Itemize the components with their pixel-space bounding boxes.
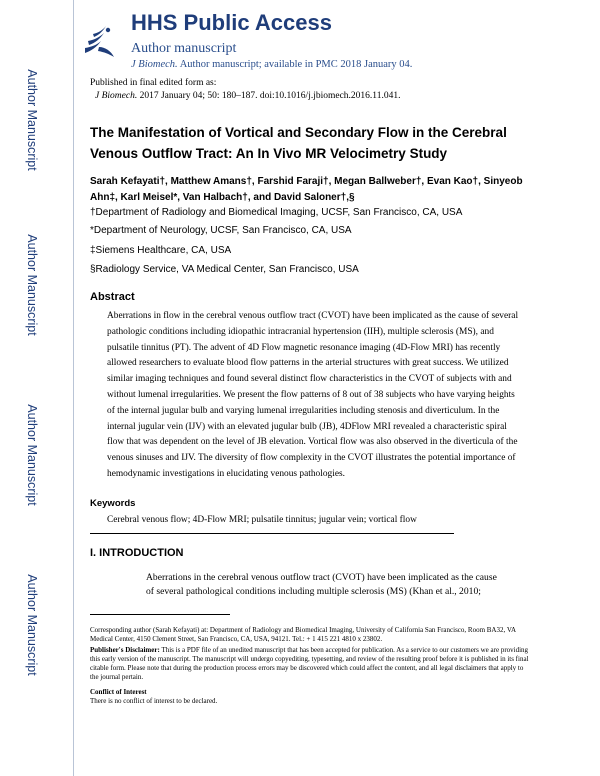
introduction-line: of several pathological conditions including multiple sclerosis (MS) (Khan et al., 2010; (146, 586, 481, 597)
paper-title: The Manifestation of Vortical and Secondary Flow in the Cerebral Venous Outflow Tract: An In Vivo MR Velocimetry Study (90, 125, 507, 161)
availability-text: Author manuscript; available in PMC 2018 January 04. (179, 59, 413, 70)
sidebar-label: Author Manuscript (25, 234, 39, 336)
corresponding-author-note: Corresponding author (Sarah Kefayati) at: Department of Radiology and Biomedical Imaging, University of California San Francisco, Room BA32, VA Medical Center, 4150 Clement Street, San Francisco, CA, USA, 94121. Tel.: + 1 415 221 4810 x 23802. (90, 626, 516, 643)
footnote-divider (90, 614, 230, 615)
sidebar-divider (73, 0, 74, 776)
keywords-text: Cerebral venous flow; 4D-Flow MRI; pulsatile tinnitus; jugular vein; vortical flow (107, 515, 417, 525)
journal-name[interactable]: J Biomech. (131, 59, 178, 70)
sidebar-label: Author Manuscript (25, 69, 39, 171)
header-title: HHS Public Access (131, 10, 332, 35)
affiliation: †Department of Radiology and Biomedical Imaging, UCSF, San Francisco, CA, USA (90, 207, 463, 218)
abstract-text: Aberrations in flow in the cerebral venous outflow tract (CVOT) have been implicated as the cause of several pathologic conditions including idiopathic intracranial hypertension (IIH), multiple sclerosis (MS), and pulsatile tinnitus (PT). The advent of 4D Flow magnetic resonance imaging (4D-Flow MRI) has recently allowed researchers to evaluate blood flow patterns in the arterial structures with great success. We utilized similar imaging techniques and found several distinct flow characteristics in the CVOT of subjects with and without lumenal irregularities. We present the flow patterns of 8 out of 38 subjects who have varying heights of the internal jugular bulb and varying lumenal irregularities including stenosis and diverticulum. In the internal jugular vein (IJV) with an elevated jugular bulb (JB), 4DFlow MRI revealed a characteristic spiral flow that was dependent on the level of JB elevation. Vortical flow was also observed in the diverticula of the venous sinuses and IJV. The diversity of flow complexity in the CVOT illustrates the potential importance of hemodynamic investigations in elucidating venous pathologies. (107, 311, 519, 479)
authors-line: Ahn‡, Karl Meisel*, Van Halbach†, and David Saloner†,§ (90, 192, 355, 203)
author-manuscript-sidebar (0, 0, 74, 776)
hhs-eagle-logo-icon (81, 23, 117, 63)
affiliation: *Department of Neurology, UCSF, San Francisco, CA, USA (90, 225, 352, 236)
section-divider (90, 533, 454, 534)
sidebar-label: Author Manuscript (25, 574, 39, 676)
coi-label: Conflict of Interest (90, 688, 147, 696)
disclaimer-text: This is a PDF file of an unedited manuscript that has been accepted for publication. As a service to our customers we are providing this early version of the manuscript. The manuscript will undergo copyediting, typesetting, and review of the resulting proof before it is published in its final citable form. Please note that during the production process errors may be discovered which could affect the content, and all legal disclaimers that apply to the journal pertain. (90, 646, 529, 681)
authors-line: Sarah Kefayati†, Matthew Amans†, Farshid Faraji†, Megan Ballweber†, Evan Kao†, Sinyeob (90, 176, 523, 187)
introduction-line: Aberrations in the cerebral venous outflow tract (CVOT) have been implicated as the cause (146, 572, 497, 583)
header-subtitle: Author manuscript (131, 41, 237, 56)
author-list (90, 174, 530, 206)
keywords-heading: Keywords (90, 498, 136, 509)
publisher-disclaimer (90, 646, 530, 682)
affiliation: §Radiology Service, VA Medical Center, San Francisco, USA (90, 264, 359, 275)
citation-line (95, 91, 400, 101)
abstract-heading: Abstract (90, 291, 135, 303)
affiliation: ‡Siemens Healthcare, CA, USA (90, 245, 232, 256)
introduction-heading: I. INTRODUCTION (90, 547, 184, 559)
availability-line (131, 59, 412, 70)
citation-journal: J Biomech. (95, 91, 138, 101)
coi-text: There is no conflict of interest to be declared. (90, 697, 218, 705)
citation-text[interactable]: 2017 January 04; 50: 180–187. doi:10.1016/j.jbiomech.2016.11.041. (139, 91, 401, 101)
published-label: Published in final edited form as: (90, 78, 217, 88)
disclaimer-label: Publisher's Disclaimer: (90, 646, 160, 654)
sidebar-label: Author Manuscript (25, 404, 39, 506)
conflict-of-interest (90, 688, 530, 706)
